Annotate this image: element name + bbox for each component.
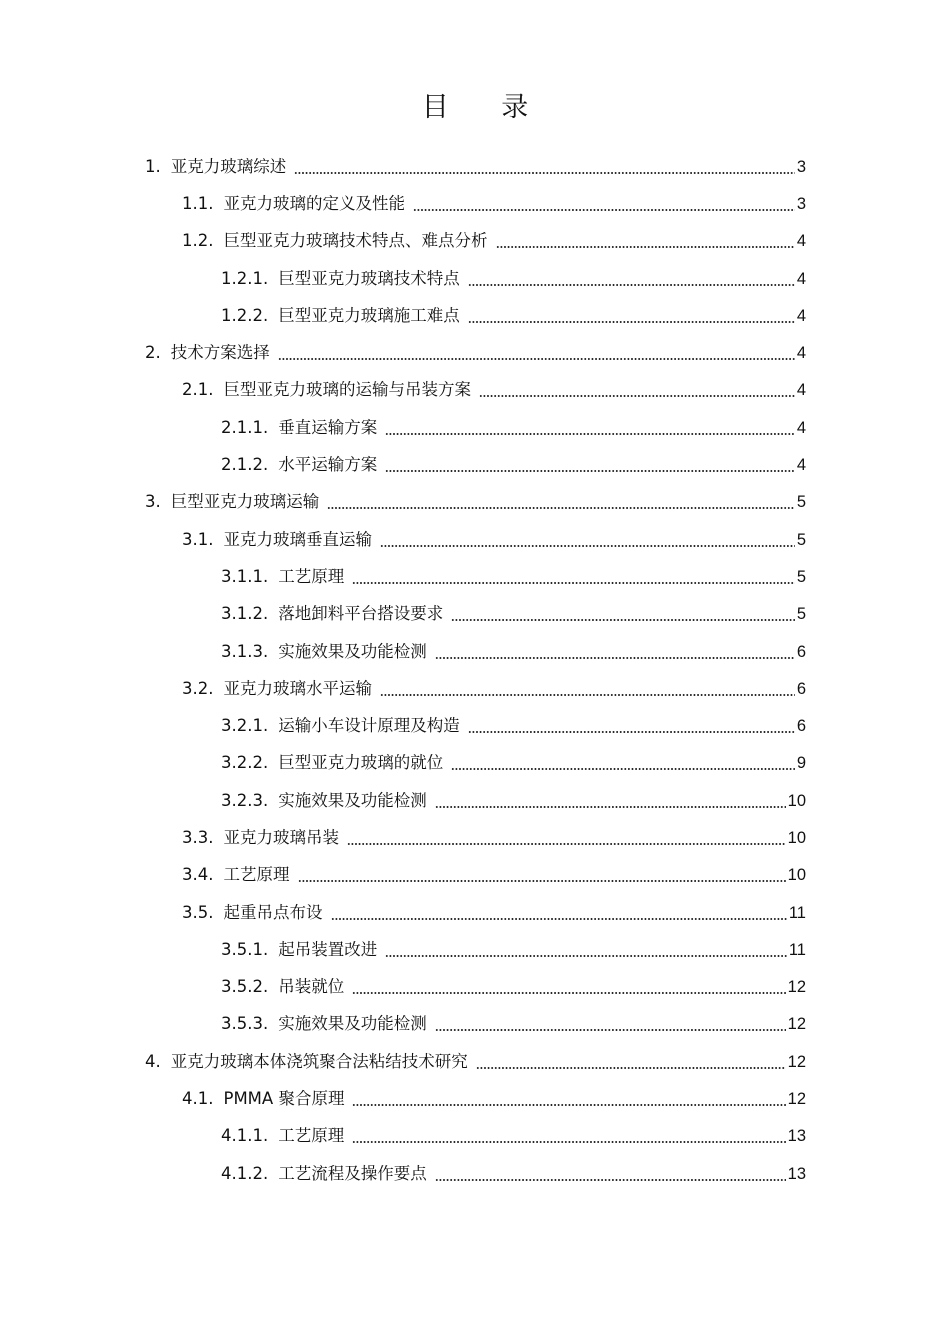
toc-entry[interactable] — [0, 819, 950, 856]
toc-entry[interactable] — [0, 745, 950, 782]
toc-entry[interactable] — [0, 1043, 950, 1080]
toc-dot-leader — [347, 843, 786, 845]
toc-dot-leader — [451, 768, 795, 770]
toc-dot-leader — [298, 880, 786, 882]
toc-entry[interactable] — [0, 446, 950, 483]
toc-entry[interactable] — [0, 372, 950, 409]
toc-entry-label: 巨型亚克力玻璃技术特点、难点分析 — [223, 231, 488, 251]
toc-entry-number: 3.1.1. — [221, 566, 269, 586]
toc-entry-number: 1.2.1. — [221, 268, 269, 288]
toc-entry-label: 落地卸料平台搭设要求 — [278, 604, 444, 624]
toc-dot-leader — [352, 582, 795, 584]
toc-entry-number: 2.1. — [182, 380, 214, 400]
toc-entry[interactable] — [0, 521, 950, 558]
toc-dot-leader — [385, 955, 787, 957]
toc-entry-number: 3.1.2. — [221, 604, 269, 624]
toc-entry-label: 工艺原理 — [223, 865, 290, 885]
toc-entry[interactable] — [0, 633, 950, 670]
toc-entry-page-number: 6 — [796, 679, 806, 698]
toc-entry[interactable] — [0, 1118, 950, 1155]
toc-entry-page-number: 11 — [788, 940, 806, 959]
toc-dot-leader — [435, 1179, 786, 1181]
toc-entry[interactable] — [0, 1155, 950, 1192]
toc-entry-number: 3.2.2. — [221, 753, 269, 773]
toc-entry-page-number: 10 — [787, 828, 806, 847]
toc-entry[interactable] — [0, 969, 950, 1006]
toc-entry-page-number: 5 — [796, 567, 806, 586]
toc-entry[interactable] — [0, 409, 950, 446]
toc-entry-number: 3.2.3. — [221, 790, 269, 810]
toc-entry-page-number: 12 — [787, 978, 806, 997]
toc-entry-page-number: 3 — [796, 157, 806, 176]
toc-entry-page-number: 6 — [796, 717, 806, 736]
toc-entry-page-number: 10 — [787, 791, 806, 810]
toc-entry-number: 3.5.1. — [221, 939, 269, 959]
toc-dot-leader — [476, 1067, 786, 1069]
toc-dot-leader — [451, 619, 795, 621]
toc-dot-leader — [331, 918, 787, 920]
toc-entry-label: 亚克力玻璃的定义及性能 — [223, 193, 405, 213]
toc-entry-number: 2.1.1. — [221, 417, 269, 437]
toc-entry[interactable] — [0, 1080, 950, 1117]
toc-dot-leader — [435, 806, 786, 808]
toc-entry-number: 4.1.2. — [221, 1163, 269, 1183]
toc-entry-page-number: 5 — [796, 493, 806, 512]
toc-entry-label: 运输小车设计原理及构造 — [278, 716, 460, 736]
toc-dot-leader — [352, 1104, 785, 1106]
toc-entry-label: 工艺原理 — [278, 566, 345, 586]
toc-entry-number: 3.5.3. — [221, 1014, 269, 1034]
toc-entry-page-number: 4 — [796, 269, 806, 288]
toc-entry-page-number: 5 — [796, 605, 806, 624]
toc-title: 目 录 — [421, 92, 551, 123]
toc-entry[interactable] — [0, 670, 950, 707]
toc-dot-leader — [413, 209, 795, 211]
toc-entry-page-number: 12 — [787, 1052, 806, 1071]
toc-entry-page-number: 11 — [788, 903, 806, 922]
toc-entry-number: 4. — [145, 1051, 161, 1071]
toc-entry-number: 1. — [145, 156, 161, 176]
toc-dot-leader — [385, 470, 795, 472]
toc-entry-label: 技术方案选择 — [170, 343, 270, 363]
toc-entry[interactable] — [0, 297, 950, 334]
toc-entry[interactable] — [0, 707, 950, 744]
toc-dot-leader — [468, 321, 795, 323]
toc-dot-leader — [352, 1141, 785, 1143]
toc-dot-leader — [468, 731, 795, 733]
toc-entry-number: 2. — [145, 343, 161, 363]
toc-dot-leader — [479, 395, 795, 397]
toc-entry-number: 3.1. — [182, 529, 214, 549]
toc-entry-label: 亚克力玻璃吊装 — [223, 827, 339, 847]
toc-entry-page-number: 10 — [787, 866, 806, 885]
toc-entry-page-number: 3 — [796, 194, 806, 213]
toc-entry[interactable] — [0, 558, 950, 595]
toc-entry-label: 巨型亚克力玻璃技术特点 — [278, 268, 460, 288]
toc-entry-page-number: 9 — [796, 754, 806, 773]
toc-entry-number: 3. — [145, 492, 161, 512]
toc-entry-number: 3.2. — [182, 678, 214, 698]
toc-entry-number: 1.1. — [182, 193, 214, 213]
toc-entry[interactable] — [0, 185, 950, 222]
toc-entry-number: 1.2. — [182, 231, 214, 251]
toc-entry-label: 工艺流程及操作要点 — [278, 1163, 427, 1183]
toc-entry[interactable] — [0, 931, 950, 968]
toc-entry-number: 4.1.1. — [221, 1126, 269, 1146]
toc-entry-page-number: 4 — [796, 456, 806, 475]
toc-dot-leader — [294, 172, 795, 174]
toc-entry-label: 起重吊点布设 — [223, 902, 323, 922]
toc-dot-leader — [352, 992, 785, 994]
toc-entry-page-number: 13 — [787, 1127, 806, 1146]
toc-entry-page-number: 12 — [787, 1015, 806, 1034]
toc-entry-page-number: 5 — [796, 530, 806, 549]
toc-dot-leader — [468, 284, 795, 286]
toc-entry-number: 3.3. — [182, 827, 214, 847]
toc-entry-label: 巨型亚克力玻璃施工难点 — [278, 305, 460, 325]
toc-entry-label: 工艺原理 — [278, 1126, 345, 1146]
toc-dot-leader — [278, 358, 795, 360]
toc-entry-number: 3.5. — [182, 902, 214, 922]
toc-entry[interactable] — [0, 596, 950, 633]
toc-entry-label: 实施效果及功能检测 — [278, 790, 427, 810]
toc-dot-leader — [380, 545, 795, 547]
toc-entry[interactable] — [0, 1006, 950, 1043]
toc-entry[interactable] — [0, 223, 950, 260]
toc-entry-page-number: 4 — [796, 344, 806, 363]
toc-entry-label: 吊装就位 — [278, 977, 345, 997]
toc-entry-page-number: 12 — [787, 1090, 806, 1109]
toc-entry-number: 3.4. — [182, 865, 214, 885]
toc-entry[interactable] — [0, 782, 950, 819]
toc-dot-leader — [327, 507, 795, 509]
toc-entry-label: 巨型亚克力玻璃的运输与吊装方案 — [223, 380, 471, 400]
toc-entry-page-number: 4 — [796, 418, 806, 437]
toc-dot-leader — [385, 433, 795, 435]
toc-entry[interactable] — [0, 894, 950, 931]
toc-entry-number: 1.2.2. — [221, 305, 269, 325]
toc-entry-page-number: 4 — [796, 232, 806, 251]
toc-dot-leader — [435, 1029, 786, 1031]
toc-entry-number: 4.1. — [182, 1089, 214, 1109]
toc-entry-number: 3.2.1. — [221, 716, 269, 736]
toc-entry-page-number: 4 — [796, 381, 806, 400]
toc-entry[interactable] — [0, 484, 950, 521]
toc-entry-label: 巨型亚克力玻璃的就位 — [278, 753, 444, 773]
toc-entry-number: 3.5.2. — [221, 977, 269, 997]
toc-entry-label: PMMA 聚合原理 — [223, 1089, 345, 1109]
toc-entry[interactable] — [0, 148, 950, 185]
toc-entry-label: 亚克力玻璃综述 — [170, 156, 287, 176]
toc-entry-label: 实施效果及功能检测 — [278, 1014, 427, 1034]
toc-entry-number: 3.1.3. — [221, 641, 269, 661]
toc-entry-page-number: 6 — [796, 642, 806, 661]
toc-dot-leader — [435, 657, 795, 659]
toc-entry[interactable] — [0, 260, 950, 297]
toc-entry-label: 垂直运输方案 — [278, 417, 378, 437]
toc-entry-label: 起吊装置改进 — [278, 939, 378, 959]
toc-entry-page-number: 4 — [796, 306, 806, 325]
toc-entry-label: 亚克力玻璃水平运输 — [223, 678, 372, 698]
toc-entry-label: 亚克力玻璃垂直运输 — [223, 529, 372, 549]
toc-entry-label: 实施效果及功能检测 — [278, 641, 427, 661]
toc-entry-page-number: 13 — [787, 1164, 806, 1183]
toc-dot-leader — [496, 246, 795, 248]
toc-entry[interactable] — [0, 334, 950, 371]
toc-dot-leader — [380, 694, 795, 696]
toc-entry-label: 巨型亚克力玻璃运输 — [170, 492, 320, 512]
toc-entry-number: 2.1.2. — [221, 455, 269, 475]
toc-entry[interactable] — [0, 857, 950, 894]
toc-entry-label: 亚克力玻璃本体浇筑聚合法粘结技术研究 — [170, 1051, 468, 1071]
toc-entry-label: 水平运输方案 — [278, 455, 378, 475]
toc-list — [0, 148, 950, 1192]
